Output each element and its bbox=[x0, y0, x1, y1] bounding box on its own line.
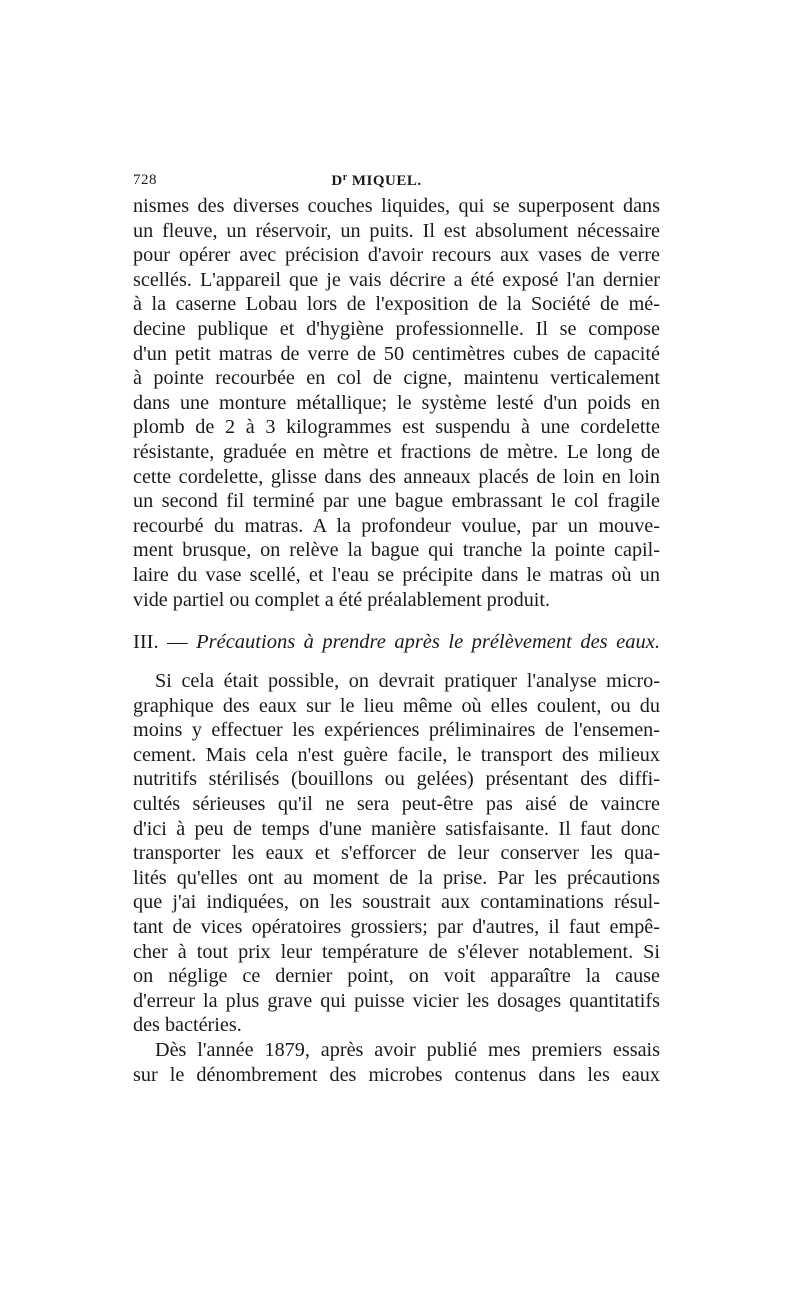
author-name: MIQUEL. bbox=[347, 173, 422, 189]
text-line: d'erreur la plus grave qui puisse vicier les dosages quantitatifs bbox=[133, 989, 660, 1012]
text-line: que j'ai indiquées, on les soustrait aux contaminations résul- bbox=[133, 891, 660, 914]
text-line: plomb de 2 à 3 kilogrammes est suspendu à une cordelette bbox=[133, 416, 660, 439]
text-line: lités qu'elles ont au moment de la prise. Par les précautions bbox=[133, 866, 660, 889]
text-line: ment brusque, on relève la bague qui tranche la pointe capil- bbox=[133, 539, 660, 562]
text-line: Si cela était possible, on devrait pratiquer l'analyse micro- bbox=[155, 670, 660, 693]
text-line: un fleuve, un réservoir, un puits. Il est absolument nécessaire bbox=[133, 219, 660, 242]
text-line: moins y effectuer les expériences préliminaires de l'ensemen- bbox=[133, 719, 660, 742]
section-title: Précautions à prendre après le prélèvement des eaux. bbox=[196, 631, 660, 654]
text-line: scellés. L'appareil que je vais décrire a été exposé l'an dernier bbox=[133, 268, 660, 291]
text-line: à la caserne Lobau lors de l'exposition de la Société de mé- bbox=[133, 293, 660, 316]
text-line: un second fil terminé par une bague embrassant le col fragile bbox=[133, 490, 660, 513]
text-line: nismes des diverses couches liquides, qui se superposent dans bbox=[133, 195, 660, 217]
author-title-superscript: r bbox=[342, 172, 348, 183]
section-number: III. — bbox=[133, 631, 197, 654]
paragraph bbox=[133, 669, 660, 1038]
book-page bbox=[133, 172, 660, 1087]
text-line: Dès l'année 1879, après avoir publié mes premiers essais bbox=[155, 1039, 660, 1061]
text-line: graphique des eaux sur le lieu même où elles coulent, ou du bbox=[133, 694, 660, 717]
text-line: sur le dénombrement des microbes contenus dans les eaux bbox=[133, 1063, 660, 1086]
text-line: laire du vase scellé, et l'eau se précipite dans le matras où un bbox=[133, 563, 660, 586]
section-heading bbox=[133, 629, 660, 655]
text-line: cher à tout prix leur température de s'élever notablement. Si bbox=[133, 940, 660, 963]
text-line: d'un petit matras de verre de 50 centimètres cubes de capacité bbox=[133, 342, 660, 365]
paragraph-continued bbox=[133, 194, 660, 612]
paragraph bbox=[133, 1038, 660, 1087]
text-line: cement. Mais cela n'est guère facile, le transport des milieux bbox=[133, 743, 660, 766]
running-head bbox=[133, 172, 660, 194]
text-line: nutritifs stérilisés (bouillons ou gelées) présentant des diffi- bbox=[133, 768, 660, 791]
text-line: tant de vices opératoires grossiers; par d'autres, il faut empê- bbox=[133, 916, 660, 939]
author-title: D bbox=[331, 173, 343, 189]
page-number: 728 bbox=[133, 172, 157, 188]
author-running-title bbox=[133, 172, 660, 190]
text-line: des bactéries. bbox=[133, 1014, 242, 1037]
text-line: recourbé du matras. A la profondeur voulue, par un mouve- bbox=[133, 514, 660, 537]
text-line: à pointe recourbée en col de cigne, maintenu verticalement bbox=[133, 367, 660, 390]
text-line: cette cordelette, glisse dans des anneaux placés de loin en loin bbox=[133, 465, 660, 488]
text-line: dans une monture métallique; le système lesté d'un poids en bbox=[133, 391, 660, 414]
text-line: cultés sérieuses qu'il ne sera peut-être pas aisé de vaincre bbox=[133, 793, 660, 816]
text-line: transporter les eaux et s'efforcer de leur conserver les qua- bbox=[133, 842, 660, 865]
text-line: résistante, graduée en mètre et fractions de mètre. Le long de bbox=[133, 440, 660, 463]
text-line: pour opérer avec précision d'avoir recours aux vases de verre bbox=[133, 244, 660, 267]
text-line: decine publique et d'hygiène professionnelle. Il se compose bbox=[133, 317, 660, 340]
text-line: vide partiel ou complet a été préalablement produit. bbox=[133, 588, 551, 611]
text-line: d'ici à peu de temps d'une manière satisfaisante. Il faut donc bbox=[133, 817, 660, 840]
text-line: on néglige ce dernier point, on voit apparaître la cause bbox=[133, 965, 660, 988]
